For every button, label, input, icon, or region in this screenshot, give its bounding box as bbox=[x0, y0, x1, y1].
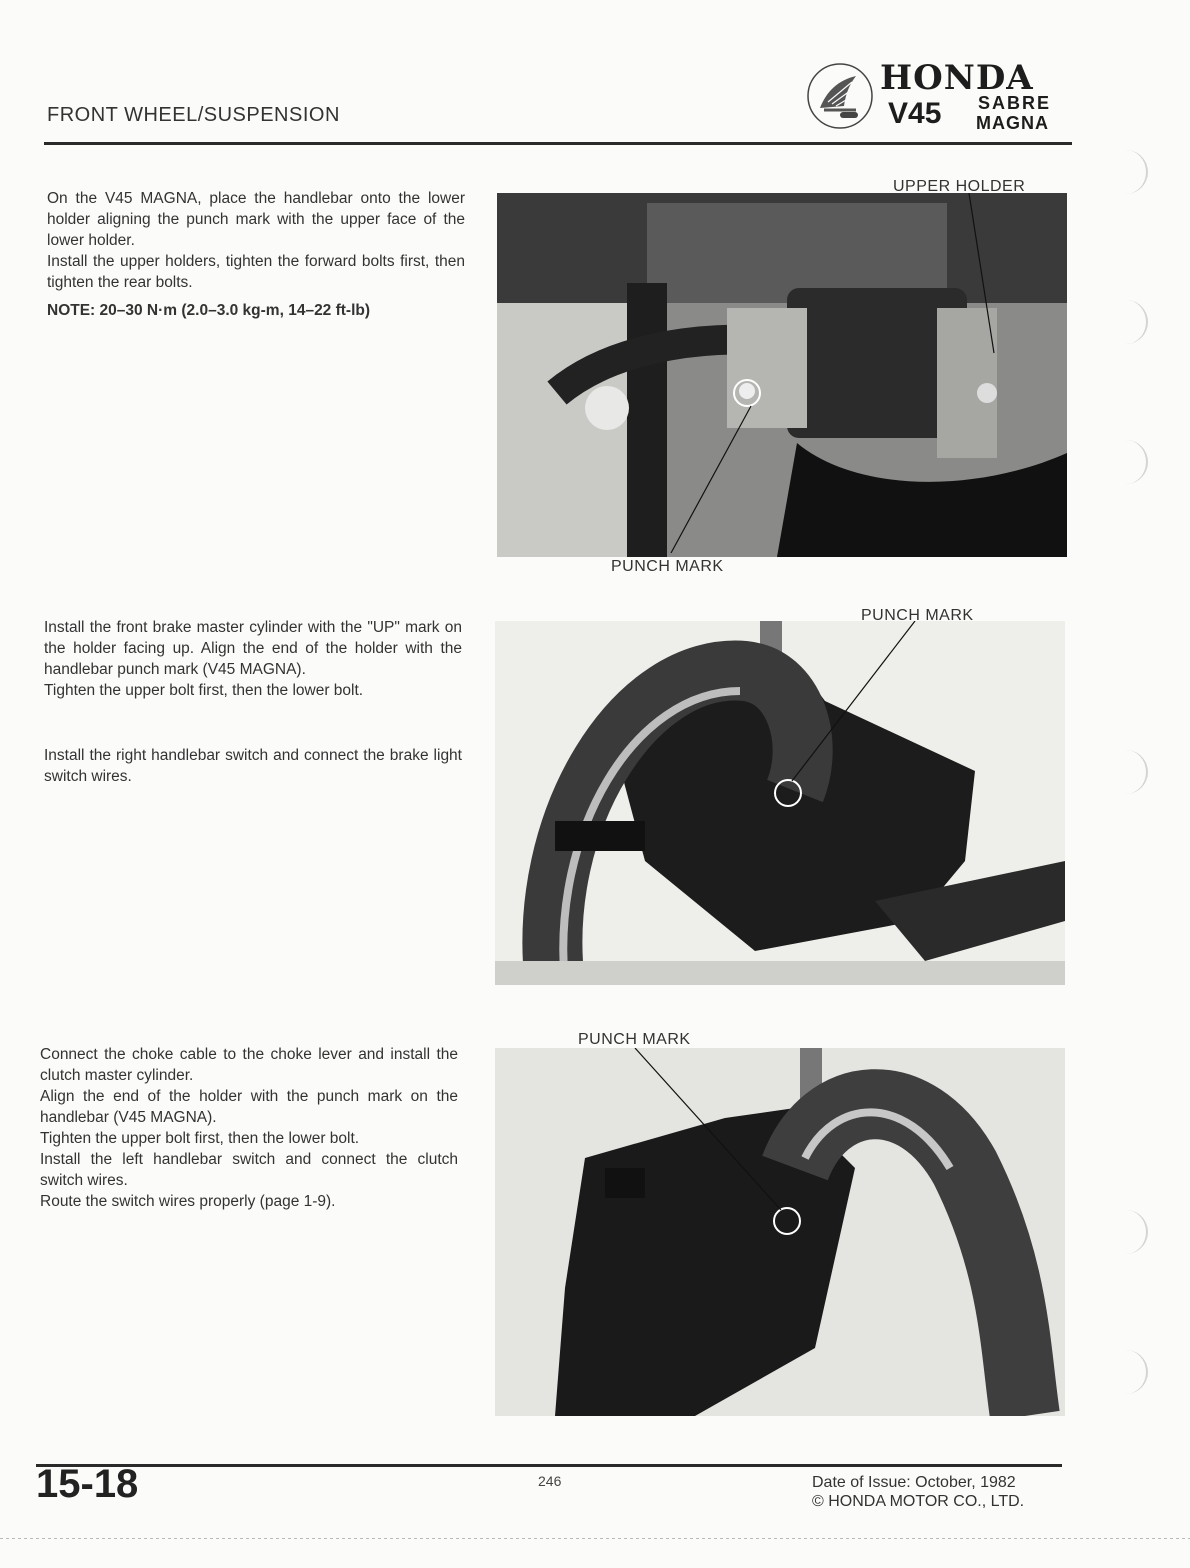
photo-brake-master-cylinder bbox=[495, 621, 1065, 985]
page-number: 15-18 bbox=[36, 1462, 139, 1506]
model-variant-magna: MAGNA bbox=[976, 113, 1049, 133]
photo-handlebar-holder bbox=[497, 193, 1067, 557]
sheet-number: 246 bbox=[538, 1473, 562, 1489]
footer-rule bbox=[36, 1464, 1062, 1467]
step-2-switch-text: Install the right handlebar switch and connect the brake light switch wires. bbox=[44, 747, 462, 785]
binder-hole-mark bbox=[1112, 750, 1148, 794]
copyright: © HONDA MOTOR CO., LTD. bbox=[812, 1493, 1025, 1510]
step-2-text: Install the front brake master cylinder with the "UP" mark on the holder facing up. Align the end of the holder with the handlebar punch mark (V45 MAGNA). Tighten the upper bolt first, then the lower bolt. bbox=[44, 619, 462, 699]
section-title: FRONT WHEEL/SUSPENSION bbox=[47, 104, 340, 126]
punch-mark-label-3: PUNCH MARK bbox=[578, 1031, 691, 1048]
torque-note: NOTE: 20–30 N·m (2.0–3.0 kg-m, 14–22 ft-lb) bbox=[47, 302, 371, 319]
binder-hole-mark bbox=[1112, 1350, 1148, 1394]
step-3-text: Connect the choke cable to the choke lever and install the clutch master cylinder. Align the end of the holder with the punch mark on the handlebar (V45 MAGNA). Tighten the upper bolt first, then the lower bolt. Install the left handlebar switch and connect the clutch switch wires. Route the switch wires properly (page 1-9). bbox=[40, 1046, 458, 1210]
header-rule bbox=[44, 142, 1072, 145]
step-1-text: On the V45 MAGNA, place the handlebar onto the lower holder aligning the punch mark with the upper face of the lower holder. Install the upper holders, tighten the forward bolts first, then tighten the rear bolts. bbox=[47, 190, 465, 291]
model-variant-sabre: SABRE bbox=[978, 93, 1052, 113]
photo-clutch-master-cylinder bbox=[495, 1048, 1065, 1416]
binder-hole-mark bbox=[1112, 300, 1148, 344]
honda-wing-logo bbox=[806, 62, 874, 130]
punch-mark-label-2: PUNCH MARK bbox=[861, 607, 974, 624]
issue-date: Date of Issue: October, 1982 bbox=[812, 1474, 1016, 1491]
binder-hole-mark bbox=[1112, 440, 1148, 484]
brand-name: HONDA bbox=[880, 58, 1034, 98]
binder-hole-mark bbox=[1112, 150, 1148, 194]
page-edge-line bbox=[0, 1538, 1190, 1539]
upper-holder-label: UPPER HOLDER bbox=[893, 178, 1026, 195]
punch-mark-label-1: PUNCH MARK bbox=[611, 558, 724, 575]
binder-hole-mark bbox=[1112, 1210, 1148, 1254]
model-name: V45 bbox=[888, 97, 942, 130]
